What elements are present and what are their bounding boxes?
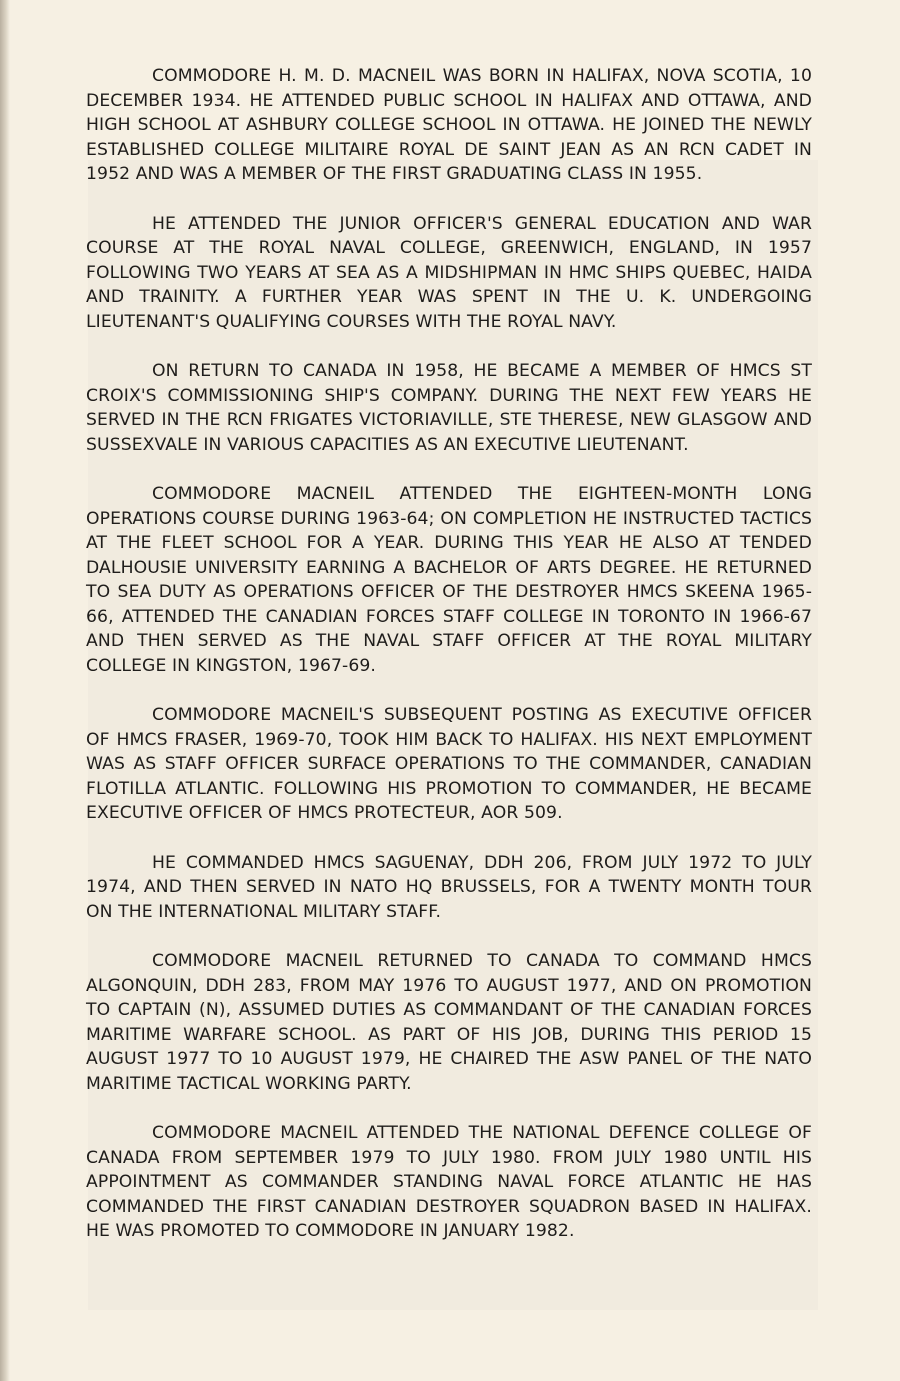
- paragraph-operations-course: COMMODORE MACNEIL ATTENDED THE EIGHTEEN-MONTH LONG OPERATIONS COURSE DURING 1963-64; ON COMPLETION HE INSTRUCTED TACTICS AT THE FLEET SCHOOL FOR A YEAR. DURING THIS YEAR HE ALSO AT TENDED DALHOUSIE UNIVERSITY EARNING A BACHELOR OF ARTS DEGREE. HE RETURNED TO SEA DUTY AS OPERATIONS OFFICER OF THE DESTROYER HMCS SKEENA 1965-66, ATTENDED THE CANADIAN FORCES STAFF COLLEGE IN TORONTO IN 1966-67 AND THEN SERVED AS THE NAVAL STAFF OFFICER AT THE ROYAL MILITARY COLLEGE IN KINGSTON, 1967-69.: [86, 484, 812, 676]
- paragraph-early-training: HE ATTENDED THE JUNIOR OFFICER'S GENERAL EDUCATION AND WAR COURSE AT THE ROYAL NAVAL COLLEGE, GREENWICH, ENGLAND, IN 1957 FOLLOWING TWO YEARS AT SEA AS A MIDSHIPMAN IN HMC SHIPS QUEBEC, HAIDA AND TRAINITY. A FURTHER YEAR WAS SPENT IN THE U. K. UNDERGOING LIEUTENANT'S QUALIFYING COURSES WITH THE ROYAL NAVY.: [86, 213, 812, 332]
- paragraph-algonquin-command: COMMODORE MACNEIL RETURNED TO CANADA TO COMMAND HMCS ALGONQUIN, DDH 283, FROM MAY 1976 TO AUGUST 1977, AND ON PROMOTION TO CAPTAIN (N), ASSUMED DUTIES AS COMMANDANT OF THE CANADIAN FORCES MARITIME WARFARE SCHOOL. AS PART OF HIS JOB, DURING THIS PERIOD 15 AUGUST 1977 TO 10 AUGUST 1979, HE CHAIRED THE ASW PANEL OF THE NATO MARITIME TACTICAL WORKING PARTY.: [86, 951, 812, 1094]
- page-binding-edge: [0, 0, 10, 1381]
- paragraph-defence-college: COMMODORE MACNEIL ATTENDED THE NATIONAL DEFENCE COLLEGE OF CANADA FROM SEPTEMBER 1979 TO JULY 1980. FROM JULY 1980 UNTIL HIS APPOINTMENT AS COMMANDER STANDING NAVAL FORCE ATLANTIC HE HAS COMMANDED THE FIRST CANADIAN DESTROYER SQUADRON BASED IN HALIFAX. HE WAS PROMOTED TO COMMODORE IN JANUARY 1982.: [86, 1123, 812, 1241]
- paragraph-frigate-service: ON RETURN TO CANADA IN 1958, HE BECAME A MEMBER OF HMCS ST CROIX'S COMMISSIONING SHIP'S COMPANY. DURING THE NEXT FEW YEARS HE SERVED IN THE RCN FRIGATES VICTORIAVILLE, STE THERESE, NEW GLASGOW AND SUSSEXVALE IN VARIOUS CAPACITIES AS AN EXECUTIVE LIEUTENANT.: [86, 361, 812, 455]
- biography-text: [86, 64, 812, 1269]
- paragraph-fraser-posting: COMMODORE MACNEIL'S SUBSEQUENT POSTING AS EXECUTIVE OFFICER OF HMCS FRASER, 1969-70, TOOK HIM BACK TO HALIFAX. HIS NEXT EMPLOYMENT WAS AS STAFF OFFICER SURFACE OPERATIONS TO THE COMMANDER, CANADIAN FLOTILLA ATLANTIC. FOLLOWING HIS PROMOTION TO COMMANDER, HE BECAME EXECUTIVE OFFICER OF HMCS PROTECTEUR, AOR 509.: [86, 705, 812, 823]
- paragraph-birth-education: COMMODORE H. M. D. MACNEIL WAS BORN IN HALIFAX, NOVA SCOTIA, 10 DECEMBER 1934. HE ATTENDED PUBLIC SCHOOL IN HALIFAX AND OTTAWA, AND HIGH SCHOOL AT ASHBURY COLLEGE SCHOOL IN OTTAWA. HE JOINED THE NEWLY ESTABLISHED COLLEGE MILITAIRE ROYAL DE SAINT JEAN AS AN RCN CADET IN 1952 AND WAS A MEMBER OF THE FIRST GRADUATING CLASS IN 1955.: [86, 66, 812, 184]
- paragraph-saguenay-command: HE COMMANDED HMCS SAGUENAY, DDH 206, FROM JULY 1972 TO JULY 1974, AND THEN SERVED IN NATO HQ BRUSSELS, FOR A TWENTY MONTH TOUR ON THE INTERNATIONAL MILITARY STAFF.: [86, 852, 812, 922]
